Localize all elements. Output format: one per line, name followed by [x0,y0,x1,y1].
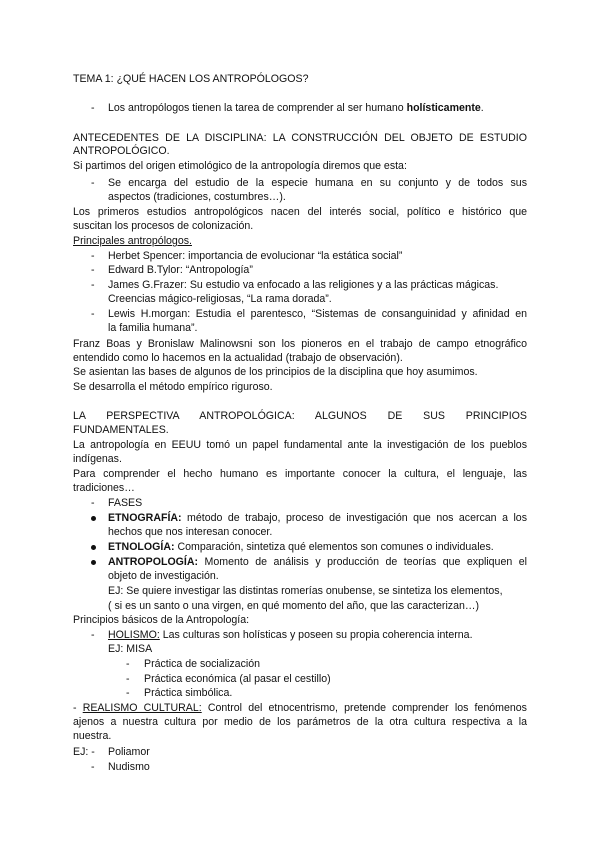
bullet-dash: - [126,658,130,670]
bullet-dash: - [91,629,95,641]
bullet-dot [91,516,96,521]
subheading-antropologos: Principales antropólogos. [73,235,192,247]
section2-heading-cont: FUNDAMENTALES. [73,424,169,436]
list-item-cont: hechos que nos interesan conocer. [108,526,273,538]
bullet-dash: - [91,250,95,262]
bullet-dash: - [126,687,130,699]
intro-text: Los antropólogos tienen la tarea de comprender al ser humano holísticamente. [108,102,484,114]
paragraph-cont: nuestra. [73,730,112,742]
bullet-dash: - [91,497,95,509]
list-item-cont: Creencias mágico-religiosas, “La rama dorada”. [108,293,332,305]
list-item: Práctica simbólica. [144,687,233,699]
list-item-etnologia: ETNOLOGÍA: Comparación, sintetiza qué elementos son comunes o individuales. [108,541,494,553]
paragraph-cont: tradiciones… [73,482,135,494]
list-item: Herbet Spencer: importancia de evolucionar “la estática social” [108,250,403,262]
paragraph-realismo: - REALISMO CULTURAL: Control del etnocentrismo, pretende comprender los fenómenos [73,702,527,714]
paragraph-cont: entendido como lo hacemos en la actualidad (trabajo de observación). [73,352,403,364]
paragraph: Los primeros estudios antropológicos nacen del interés social, político e histórico que [73,206,527,218]
list-item-holismo: HOLISMO: Las culturas son holísticas y poseen su propia coherencia interna. [108,629,473,641]
list-item: Edward B.Tylor: “Antropología” [108,264,253,276]
list-item-cont: aspectos (tradiciones, costumbres…). [108,191,286,203]
list-item-cont: objeto de investigación. [108,570,219,582]
list-item: Poliamor [108,746,150,758]
section1-heading-cont: ANTROPOLÓGICO. [73,145,170,157]
paragraph: Si partimos del origen etimológico de la antropología diremos que esta: [73,160,407,172]
example-misa: EJ: MISA [108,643,153,655]
document-title: TEMA 1: ¿QUÉ HACEN LOS ANTROPÓLOGOS? [73,73,309,85]
paragraph: Para comprender el hecho humano es importante conocer la cultura, el lenguaje, las [73,468,527,480]
example-text: EJ: Se quiere investigar las distintas romerías onubense, se sintetiza los elementos, [108,585,503,597]
list-item-cont: la familia humana”. [108,322,198,334]
paragraph-cont: suscitan los procesos de colonización. [73,220,254,232]
bullet-dash: - [91,264,95,276]
bullet-dash: - [91,308,95,320]
bullet-dash: - [91,761,95,773]
section2-heading: LA PERSPECTIVA ANTROPOLÓGICA: ALGUNOS DE SUS PRINCIPIOS [73,410,527,422]
list-item-fases: FASES [108,497,143,509]
example-text-cont: ( si es un santo o una virgen, en qué momento del año, que las caracterizan…) [108,600,479,612]
paragraph: Se desarrolla el método empírico riguroso. [73,381,273,393]
bullet-dot [91,560,96,565]
list-item-etnografia: ETNOGRAFÍA: método de trabajo, proceso de investigación que nos acercan a los [108,512,527,524]
paragraph: La antropología en EEUU tomó un papel fundamental ante la investigación de los pueblos [73,439,527,451]
paragraph: Franz Boas y Bronislaw Malinowsni son los pioneros en el trabajo de campo etnográfico [73,338,527,350]
bullet-dash: - [91,177,95,189]
bullet-dot [91,545,96,550]
list-item: Nudismo [108,761,150,773]
paragraph-principios: Principios básicos de la Antropología: [73,614,250,626]
section1-heading: ANTECEDENTES DE LA DISCIPLINA: LA CONSTRUCCIÓN DEL OBJETO DE ESTUDIO [73,132,527,144]
list-item: Lewis H.morgan: Estudia el parentesco, “Sistemas de consanguinidad y afinidad en [108,308,527,320]
list-item: Práctica de socialización [144,658,260,670]
list-item-antropologia: ANTROPOLOGÍA: Momento de análisis y producción de teorías que expliquen el [108,556,527,568]
list-item: Se encarga del estudio de la especie humana en su conjunto y de todos sus [108,177,527,189]
list-item: James G.Frazer: Su estudio va enfocado a las religiones y a las prácticas mágicas. [108,279,499,291]
paragraph-cont: ajenos a nuestra cultura por medio de los parámetros de la otra cultura respectiva a la [73,716,527,728]
list-item: Práctica económica (al pasar el cestillo) [144,673,331,685]
paragraph-cont: indígenas. [73,453,122,465]
bullet-dash: - [91,102,95,114]
paragraph: Se asientan las bases de algunos de los principios de la disciplina que hoy asumimos. [73,366,478,378]
bullet-dash: - [91,279,95,291]
example-label: EJ: - [73,746,95,758]
bullet-dash: - [126,673,130,685]
